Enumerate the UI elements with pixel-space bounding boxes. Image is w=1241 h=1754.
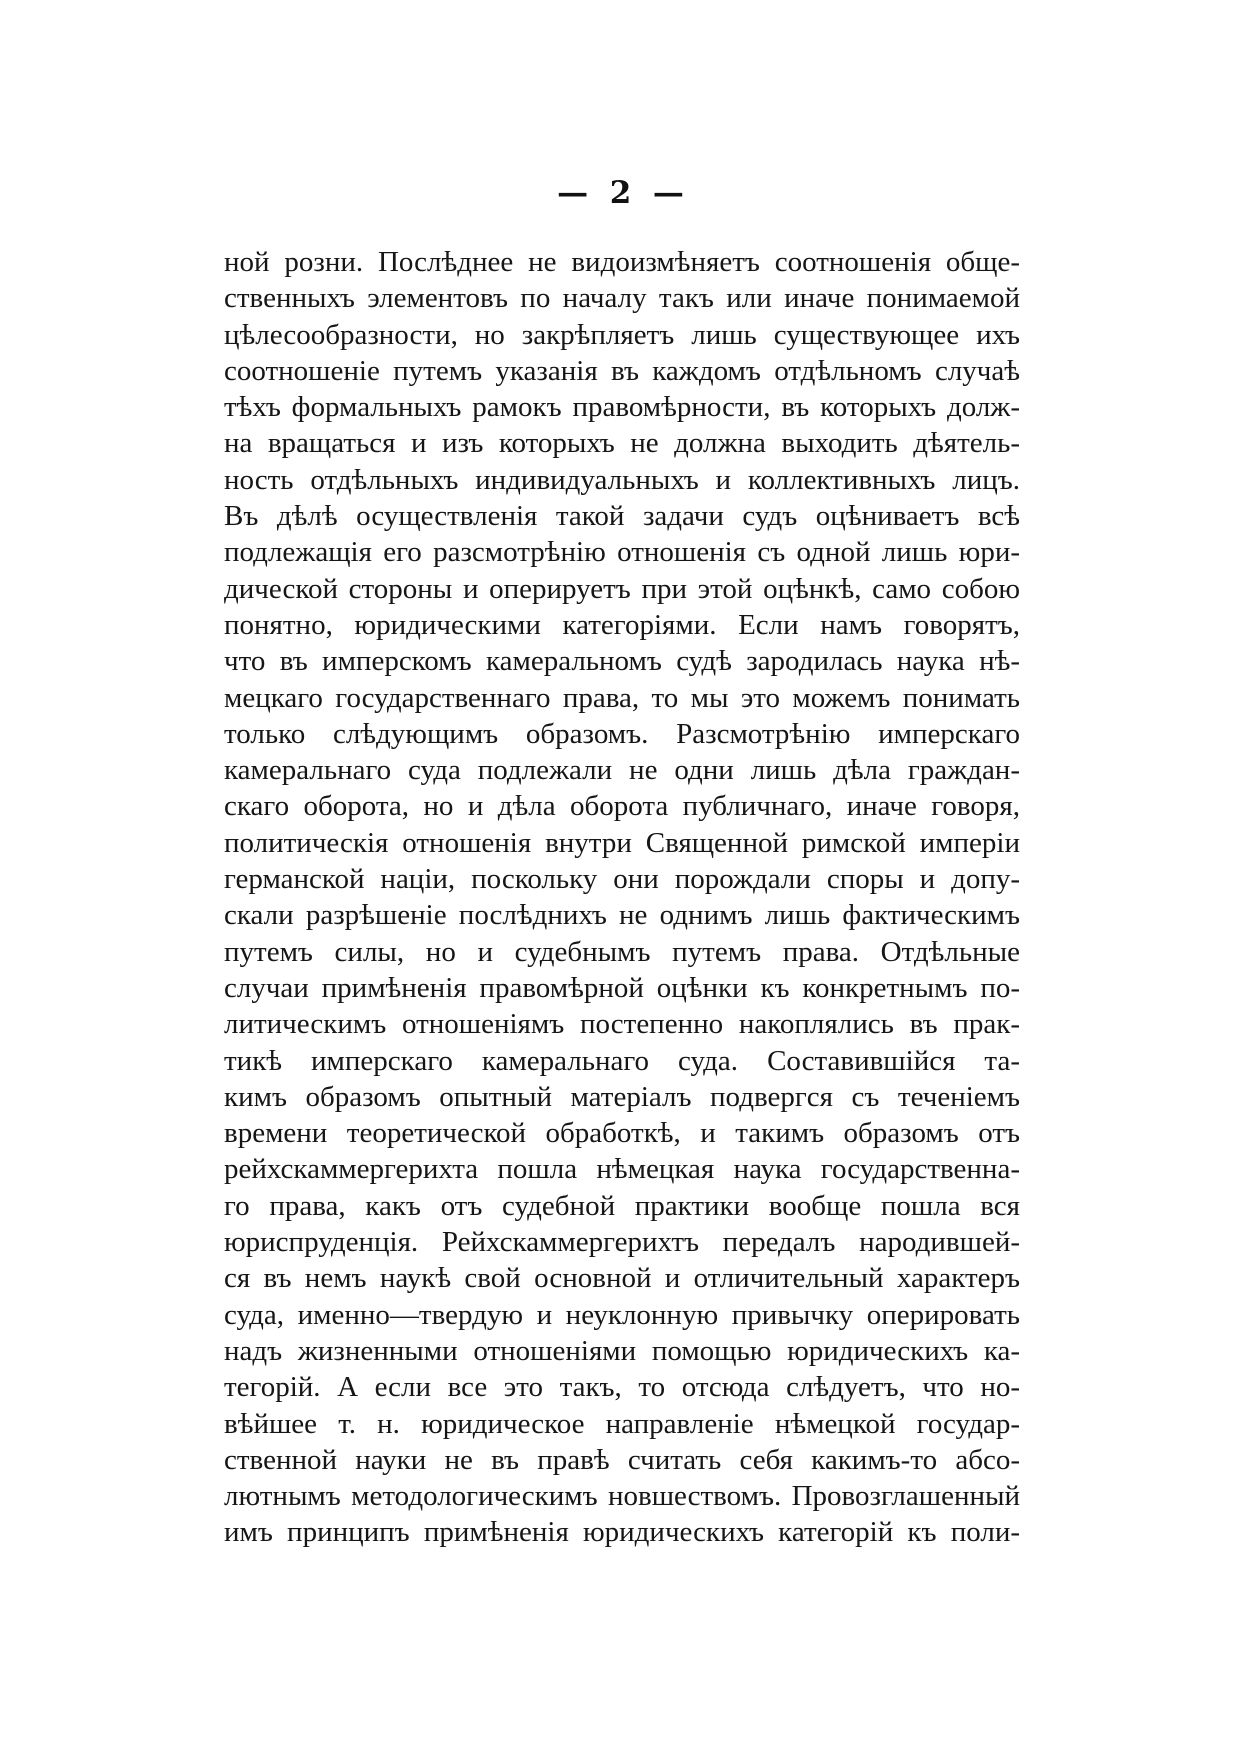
text-line: кимъ образомъ опытный матеріалъ подвергся съ теченіемъ bbox=[224, 1080, 1020, 1113]
text-line: путемъ силы, но и судебнымъ путемъ права. Отдѣльные bbox=[224, 935, 1020, 968]
body-text bbox=[224, 244, 1020, 1551]
text-line: камеральнаго суда подлежали не одни лишь дѣла граждан- bbox=[224, 754, 1020, 787]
text-line: скали разрѣшеніе послѣднихъ не однимъ лишь фактическимъ bbox=[224, 899, 1020, 932]
text-line: тѣхъ формальныхъ рамокъ правомѣрности, въ которыхъ долж- bbox=[224, 391, 1020, 424]
text-line: дической стороны и оперируетъ при этой оцѣнкѣ, само собою bbox=[224, 572, 1020, 605]
text-line: понятно, юридическими категоріями. Если намъ говорятъ, bbox=[224, 608, 1020, 641]
text-line: ственной науки не въ правѣ считать себя какимъ-то абсо- bbox=[224, 1443, 1020, 1476]
text-line: германской націи, поскольку они порождали споры и допу- bbox=[224, 863, 1020, 896]
text-line: что въ имперскомъ камеральномъ судѣ зародилась наука нѣ- bbox=[224, 645, 1020, 678]
text-line: Въ дѣлѣ осуществленія такой задачи судъ оцѣниваетъ всѣ bbox=[224, 500, 1020, 533]
text-line: надъ жизненными отношеніями помощью юридическихъ ка- bbox=[224, 1334, 1020, 1367]
text-line: лютнымъ методологическимъ новшествомъ. Провозглашенный bbox=[224, 1480, 1020, 1513]
text-line: ся въ немъ наукѣ свой основной и отличительный характеръ bbox=[224, 1262, 1020, 1295]
text-line: скаго оборота, но и дѣла оборота публичнаго, иначе говоря, bbox=[224, 790, 1020, 823]
text-line: имъ принципъ примѣненія юридическихъ категорій къ поли- bbox=[224, 1516, 1020, 1549]
text-line: соотношеніе путемъ указанія въ каждомъ отдѣльномъ случаѣ bbox=[224, 354, 1020, 387]
text-line: тикѣ имперскаго камеральнаго суда. Составившійся та- bbox=[224, 1044, 1020, 1077]
text-line: случаи примѣненія правомѣрной оцѣнки къ конкретнымъ по- bbox=[224, 971, 1020, 1004]
text-line: ственныхъ элементовъ по началу такъ или иначе понимаемой bbox=[224, 282, 1020, 315]
text-line: ность отдѣльныхъ индивидуальныхъ и коллективныхъ лицъ. bbox=[224, 463, 1020, 496]
text-line: го права, какъ отъ судебной практики вообще пошла вся bbox=[224, 1189, 1020, 1222]
text-line: на вращаться и изъ которыхъ не должна выходить дѣятель- bbox=[224, 427, 1020, 460]
text-line: цѣлесообразности, но закрѣпляетъ лишь существующее ихъ bbox=[224, 318, 1020, 351]
text-line: политическія отношенія внутри Священной римской имперіи bbox=[224, 826, 1020, 859]
text-line: ной розни. Послѣднее не видоизмѣняетъ соотношенія обще- bbox=[224, 246, 1020, 278]
text-line: подлежащія его разсмотрѣнію отношенія съ одной лишь юри- bbox=[224, 536, 1020, 569]
text-line: литическимъ отношеніямъ постепенно накоплялись въ прак- bbox=[224, 1008, 1020, 1041]
text-line: только слѣдующимъ образомъ. Разсмотрѣнію имперскаго bbox=[224, 717, 1020, 750]
text-line: рейхскаммергерихта пошла нѣмецкая наука государственна- bbox=[224, 1153, 1020, 1186]
text-line: тегорій. А если все это такъ, то отсюда слѣдуетъ, что но- bbox=[224, 1371, 1020, 1404]
text-line: юриспруденція. Рейхскаммергерихтъ передалъ народившей- bbox=[224, 1226, 1020, 1259]
text-line: суда, именно—твердую и неуклонную привычку оперировать bbox=[224, 1298, 1020, 1331]
text-line: времени теоретической обработкѣ, и такимъ образомъ отъ bbox=[224, 1117, 1020, 1150]
page-number: — 2 — bbox=[557, 175, 684, 211]
text-line: вѣйшее т. н. юридическое направленіе нѣмецкой государ- bbox=[224, 1407, 1020, 1440]
text-line: мецкаго государственнаго права, то мы это можемъ понимать bbox=[224, 681, 1020, 714]
